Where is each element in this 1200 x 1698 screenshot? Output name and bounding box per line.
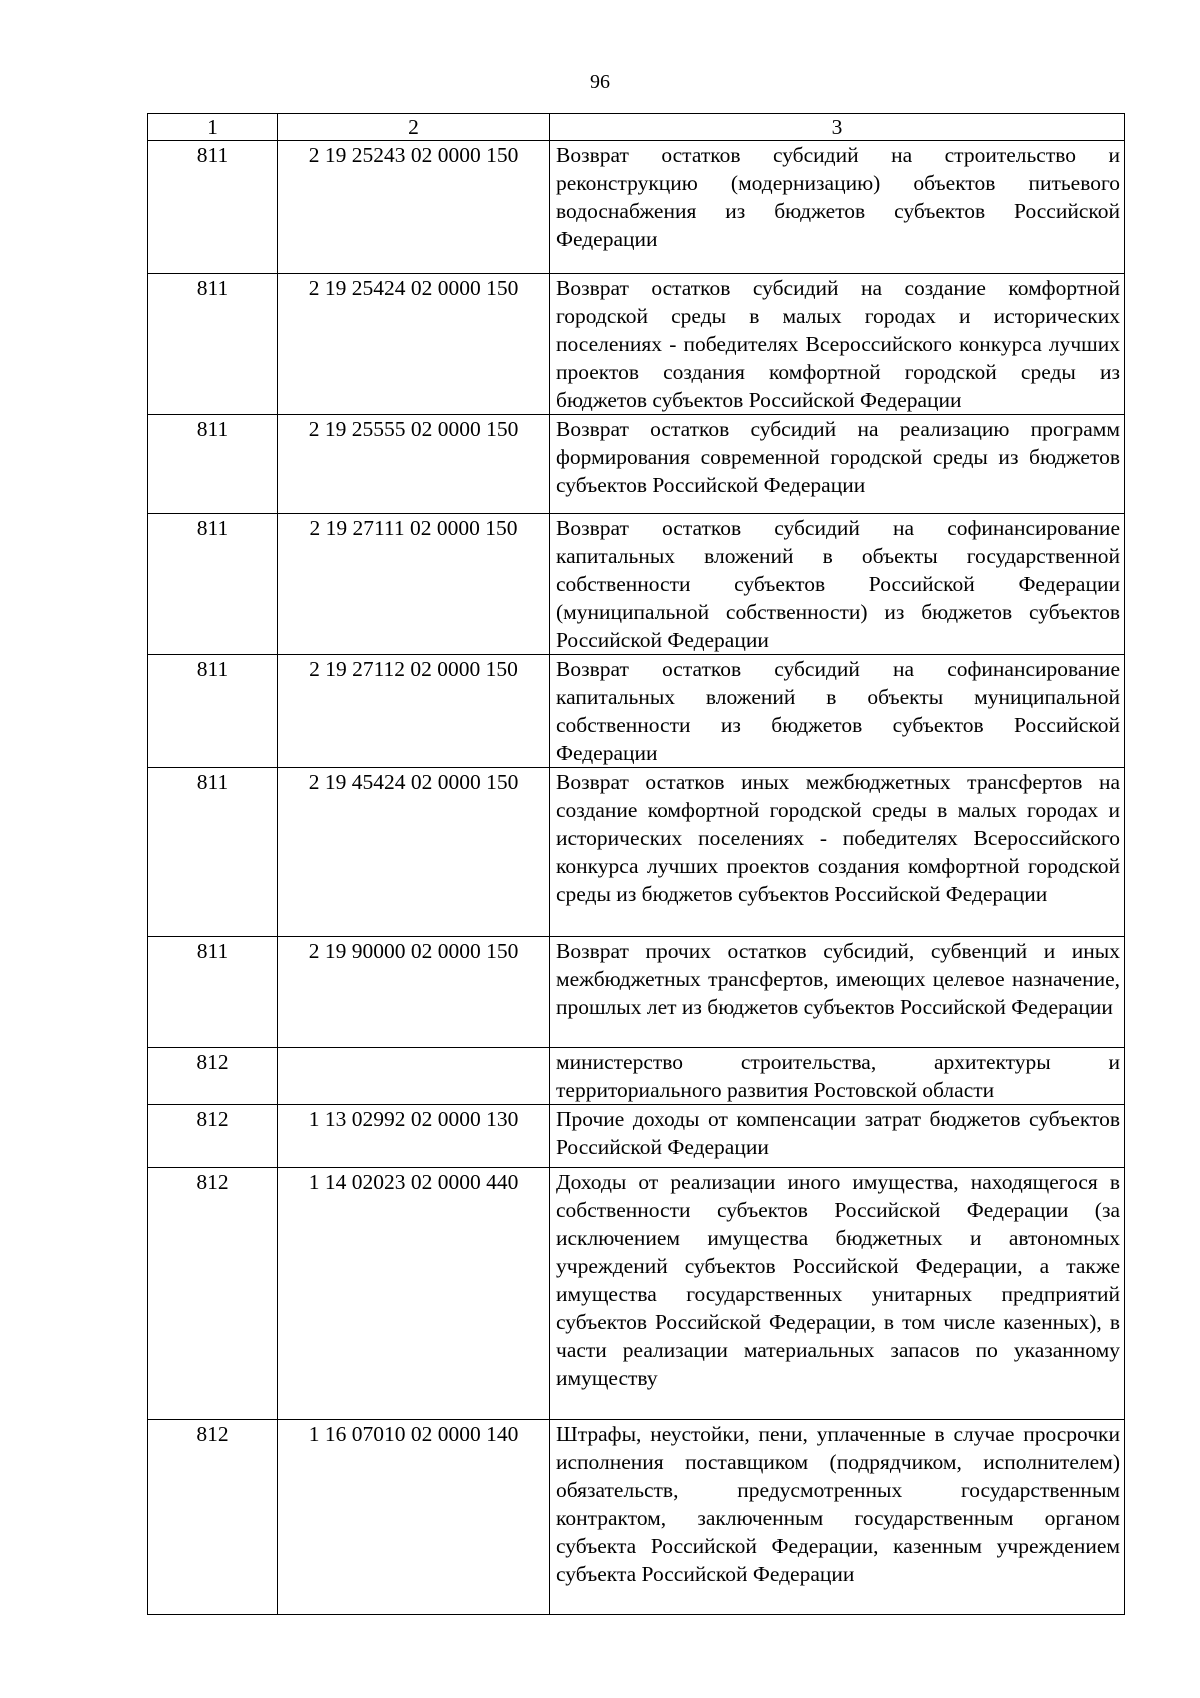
budget-code-cell: 2 19 45424 02 0000 150 — [278, 768, 550, 937]
budget-code-cell: 2 19 90000 02 0000 150 — [278, 937, 550, 1048]
table-row — [148, 141, 1125, 274]
table-header-row — [148, 114, 1125, 141]
description-cell: Возврат остатков субсидий на строительство и реконструкцию (модернизацию) объектов питьевого водоснабжения из бюджетов субъектов Российской Федерации — [550, 141, 1125, 274]
budget-code-cell: 2 19 25243 02 0000 150 — [278, 141, 550, 274]
description-cell: Штрафы, неустойки, пени, уплаченные в случае просрочки исполнения поставщиком (подрядчиком, исполнителем) обязательств, предусмотренных государственным контрактом, заключенным государственным органом субъекта Российской Федерации, казенным учреждением субъекта Российской Федерации — [550, 1420, 1125, 1615]
admin-code-cell: 811 — [148, 141, 278, 274]
description-cell: Возврат остатков субсидий на софинансирование капитальных вложений в объекты государственной собственности субъектов Российской Федерации (муниципальной собственности) из бюджетов субъектов Российской Федерации — [550, 514, 1125, 655]
table-row — [148, 1105, 1125, 1168]
table-row — [148, 1420, 1125, 1615]
column-header-2: 2 — [278, 114, 550, 141]
table-row — [148, 937, 1125, 1048]
budget-code-cell: 1 14 02023 02 0000 440 — [278, 1168, 550, 1420]
budget-code-cell — [278, 1048, 550, 1105]
budget-code-cell: 2 19 27111 02 0000 150 — [278, 514, 550, 655]
description-cell: Возврат прочих остатков субсидий, субвенций и иных межбюджетных трансфертов, имеющих целевое назначение, прошлых лет из бюджетов субъектов Российской Федерации — [550, 937, 1125, 1048]
budget-code-cell: 2 19 27112 02 0000 150 — [278, 655, 550, 768]
admin-code-cell: 812 — [148, 1048, 278, 1105]
admin-code-cell: 811 — [148, 274, 278, 415]
description-cell: министерство строительства, архитектуры и территориального развития Ростовской области — [550, 1048, 1125, 1105]
budget-code-cell: 1 16 07010 02 0000 140 — [278, 1420, 550, 1615]
table-row — [148, 1168, 1125, 1420]
table-row — [148, 274, 1125, 415]
admin-code-cell: 811 — [148, 655, 278, 768]
description-cell: Возврат остатков иных межбюджетных трансфертов на создание комфортной городской среды в малых городах и исторических поселениях - победителях Всероссийского конкурса лучших проектов создания комфортной городской среды из бюджетов субъектов Российской Федерации — [550, 768, 1125, 937]
description-cell: Возврат остатков субсидий на софинансирование капитальных вложений в объекты муниципальной собственности из бюджетов субъектов Российской Федерации — [550, 655, 1125, 768]
budget-code-cell: 2 19 25555 02 0000 150 — [278, 415, 550, 514]
page-number: 96 — [590, 71, 610, 93]
admin-code-cell: 811 — [148, 937, 278, 1048]
revenue-codes-table — [147, 113, 1125, 1615]
table-row — [148, 415, 1125, 514]
table-row — [148, 514, 1125, 655]
admin-code-cell: 811 — [148, 514, 278, 655]
column-header-1: 1 — [148, 114, 278, 141]
description-cell: Прочие доходы от компенсации затрат бюджетов субъектов Российской Федерации — [550, 1105, 1125, 1168]
column-header-3: 3 — [550, 114, 1125, 141]
admin-code-cell: 811 — [148, 415, 278, 514]
admin-code-cell: 812 — [148, 1168, 278, 1420]
admin-code-cell: 812 — [148, 1105, 278, 1168]
table-row — [148, 655, 1125, 768]
table-row — [148, 768, 1125, 937]
description-cell: Доходы от реализации иного имущества, находящегося в собственности субъектов Российской Федерации (за исключением имущества бюджетных и автономных учреждений субъектов Российской Федерации, а также имущества государственных унитарных предприятий субъектов Российской Федерации, в том числе казенных), в части реализации материальных запасов по указанному имуществу — [550, 1168, 1125, 1420]
budget-code-cell: 1 13 02992 02 0000 130 — [278, 1105, 550, 1168]
description-cell: Возврат остатков субсидий на создание комфортной городской среды в малых городах и исторических поселениях - победителях Всероссийского конкурса лучших проектов создания комфортной городской среды из бюджетов субъектов Российской Федерации — [550, 274, 1125, 415]
description-cell: Возврат остатков субсидий на реализацию программ формирования современной городской среды из бюджетов субъектов Российской Федерации — [550, 415, 1125, 514]
table-row — [148, 1048, 1125, 1105]
budget-code-cell: 2 19 25424 02 0000 150 — [278, 274, 550, 415]
admin-code-cell: 811 — [148, 768, 278, 937]
admin-code-cell: 812 — [148, 1420, 278, 1615]
